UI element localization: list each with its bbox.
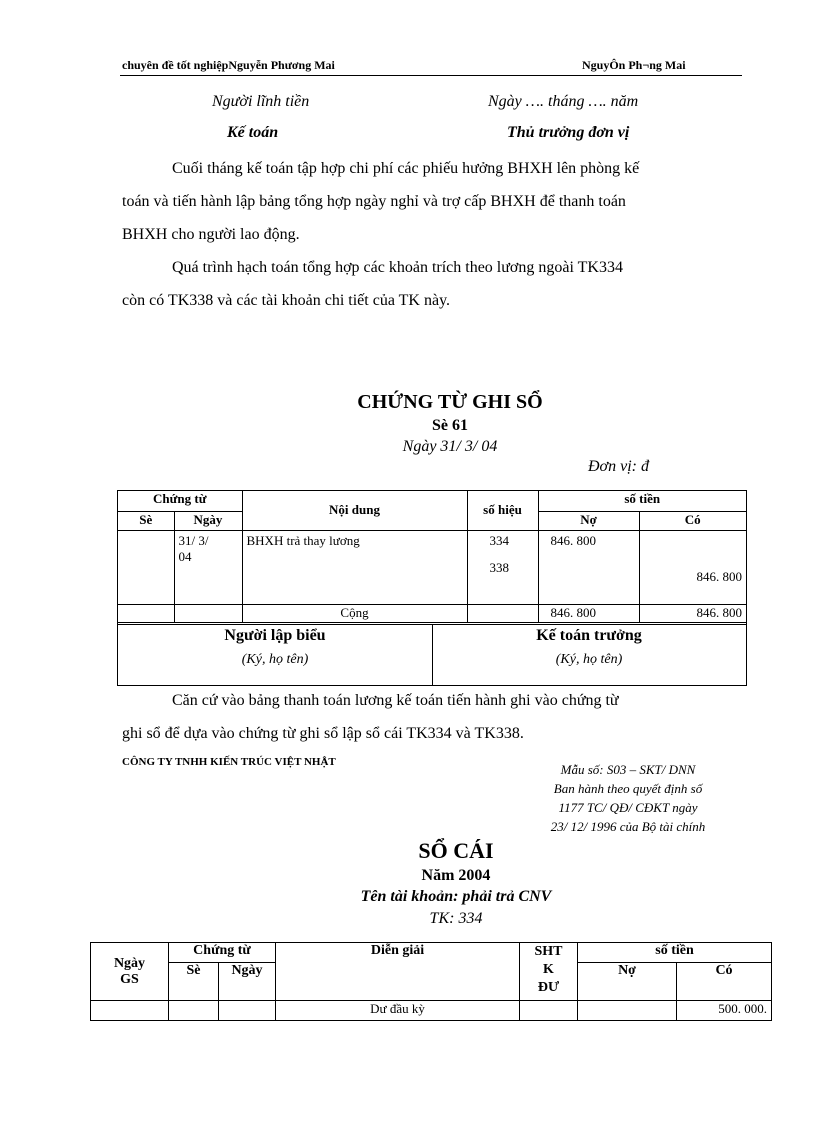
- sign-left-title: Người lập biểu: [224, 627, 326, 644]
- lh-ngay-gs-2: GS: [120, 971, 139, 987]
- lh-ngay: Ngày: [219, 963, 276, 1001]
- total-co: 846. 800: [639, 604, 746, 622]
- ledger-year: Năm 2004: [421, 867, 491, 884]
- form-code: Mẫu số: S03 – SKT/ DNN: [560, 762, 696, 777]
- th-chung-tu: Chứng từ: [118, 491, 242, 511]
- p1-line2: toán và tiến hành lập bảng tổng hợp ngày nghỉ và trợ cấp BHXH để thanh toán: [122, 193, 626, 210]
- total-row: [118, 604, 746, 622]
- lh-shtk-2: K: [543, 962, 554, 977]
- form-decision-date: 23/ 12/ 1996 của Bộ tài chính: [550, 819, 706, 834]
- voucher-date: Ngày 31/ 3/ 04: [402, 438, 498, 455]
- voucher-frame: [117, 490, 747, 686]
- row-date: [174, 530, 242, 604]
- accountant-label: Kế toán: [227, 124, 279, 141]
- form-info: [518, 760, 738, 836]
- voucher-title: CHỨNG TỪ GHI SỔ: [357, 391, 543, 413]
- header-right: NguyÔn Ph¬ng Mai: [582, 58, 686, 72]
- row-no-amount: 846. 800: [538, 530, 639, 604]
- row-accounts: [467, 530, 538, 604]
- voucher-unit: Đơn vị: đ: [588, 458, 649, 475]
- paragraph-2: [122, 251, 740, 317]
- th-co: Có: [639, 511, 746, 530]
- th-noi-dung: Nội dung: [242, 491, 467, 530]
- receiver-label: Người lĩnh tiền: [212, 93, 310, 110]
- sign-right-title: Kế toán trưởng: [536, 627, 642, 644]
- row-date-line1: 31/ 3/: [178, 532, 209, 548]
- form-decision: Ban hành theo quyết định số: [553, 781, 703, 796]
- p2-line1: Quá trình hạch toán tổng hợp các khoản trích theo lương ngoài TK334: [172, 259, 623, 276]
- lh-shtk-1: SHT: [534, 944, 563, 959]
- opening-balance-co: 500. 000.: [677, 1001, 772, 1021]
- sign-left-sub: (Ký, họ tên): [241, 652, 309, 667]
- lh-so-tien: số tiền: [578, 943, 772, 963]
- paragraph-1: [122, 152, 740, 251]
- ledger-title: SỔ CÁI: [418, 838, 494, 863]
- p2-line2: còn có TK338 và các tài khoản chi tiết của TK này.: [122, 292, 451, 309]
- table-row: [91, 1001, 772, 1021]
- ledger-account-code: TK: 334: [429, 910, 483, 927]
- voucher-table: [118, 491, 746, 623]
- row-co-amount: 846. 800: [639, 530, 746, 604]
- opening-balance-label: Dư đầu kỳ: [276, 1001, 520, 1021]
- th-so-hieu: số hiệu: [467, 491, 538, 530]
- account-338: 338: [489, 559, 509, 575]
- date-placeholder: Ngày …. tháng …. năm: [488, 93, 639, 110]
- voucher-number: Sè 61: [432, 417, 468, 434]
- p3-line2: ghi sổ để dựa vào chứng từ ghi sổ lập sổ cái TK334 và TK338.: [122, 725, 524, 742]
- unit-head-label: Thủ trưởng đơn vị: [507, 124, 630, 141]
- ledger-table: [90, 942, 772, 1021]
- form-decision-no: 1177 TC/ QĐ/ CĐKT ngày: [558, 800, 698, 815]
- lh-so: Sè: [169, 963, 219, 1001]
- lh-dien-giai: Diễn giải: [276, 943, 520, 1001]
- header-divider: [120, 75, 742, 76]
- th-so: Sè: [118, 511, 174, 530]
- lh-shtk-3: ĐƯ: [537, 980, 560, 995]
- p1-line1: Cuối tháng kế toán tập hợp chi phí các phiếu hưởng BHXH lên phòng kế: [172, 160, 640, 177]
- lh-no: Nợ: [578, 963, 677, 1001]
- total-label: Cộng: [242, 604, 467, 622]
- paragraph-3: [122, 684, 740, 750]
- ledger-account-name: Tên tài khoản: phải trả CNV: [360, 888, 552, 905]
- lh-shtk: [520, 943, 578, 1001]
- account-334: 334: [489, 532, 509, 548]
- table-row: [118, 530, 746, 604]
- lh-co: Có: [677, 963, 772, 1001]
- company-name: CÔNG TY TNHH KIẾN TRÚC VIỆT NHẬT: [122, 756, 336, 768]
- sign-right-sub: (Ký, họ tên): [555, 652, 623, 667]
- p1-line3: BHXH cho người lao động.: [122, 226, 300, 243]
- header-left: chuyên đề tốt nghiệpNguyễn Phương Mai: [122, 58, 335, 72]
- p3-line1: Căn cứ vào bảng thanh toán lương kế toán tiến hành ghi vào chứng từ: [172, 692, 619, 709]
- lh-ngay-gs-1: Ngày: [113, 955, 146, 971]
- total-no: 846. 800: [538, 604, 639, 622]
- th-no: Nợ: [538, 511, 639, 530]
- th-so-tien: số tiền: [538, 491, 746, 511]
- th-ngay: Ngày: [174, 511, 242, 530]
- row-content: BHXH trả thay lương: [242, 530, 467, 604]
- row-date-line2: 04: [178, 548, 192, 564]
- lh-ngay-gs: [91, 943, 169, 1001]
- lh-chung-tu: Chứng từ: [169, 943, 276, 963]
